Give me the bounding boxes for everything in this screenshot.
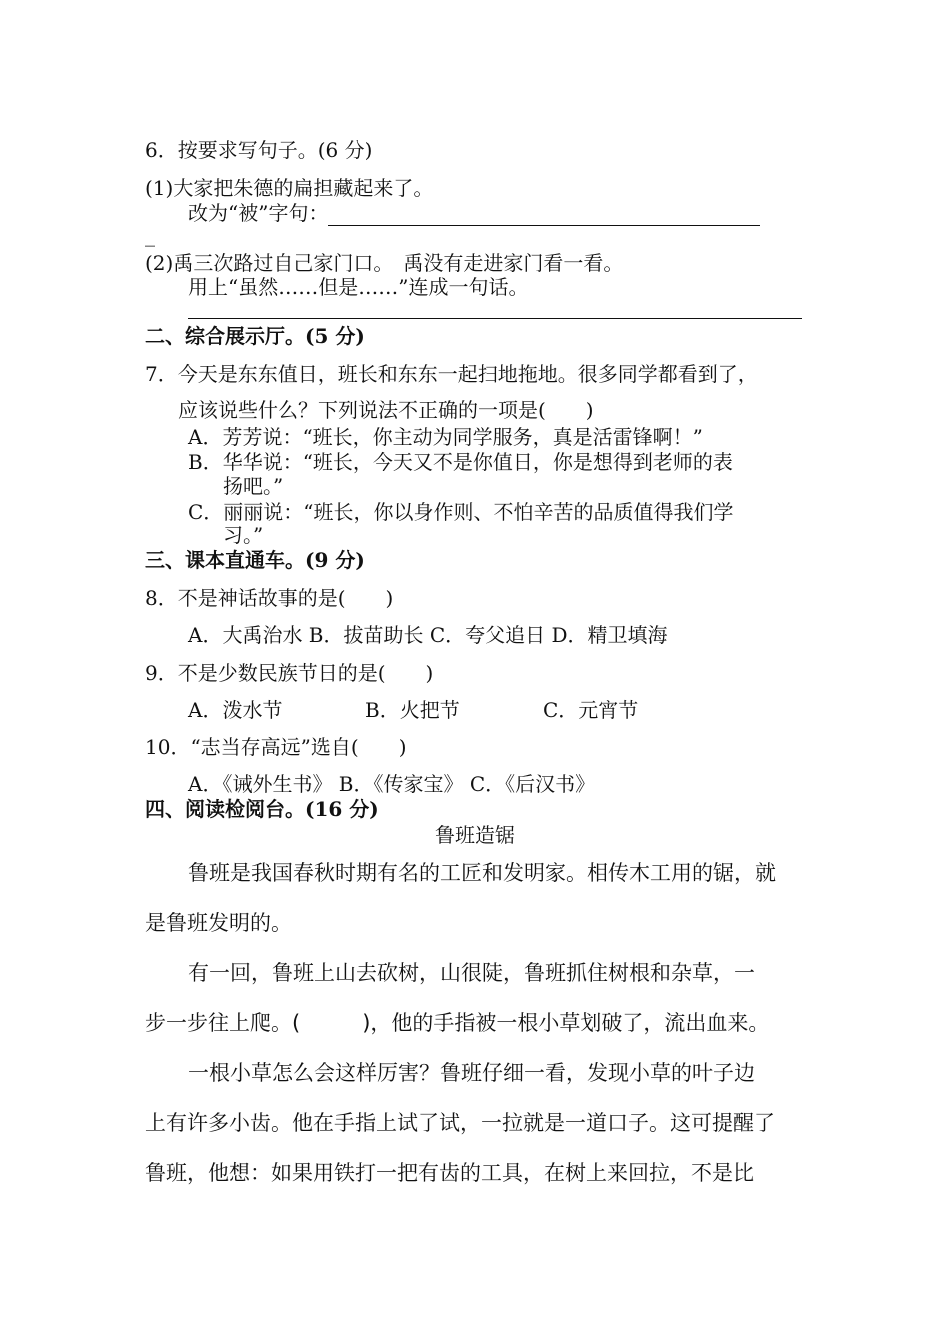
reading-p2-line2-a: 步一步往上爬。( (145, 1011, 301, 1035)
reading-p2-line2 (145, 1010, 769, 1036)
reading-p2-line2-b: )，他的手指被一根小草划破了，流出血来。 (362, 1011, 770, 1035)
q9-option-c: C．元宵节 (543, 698, 639, 722)
reading-p2-line1: 有一回，鲁班上山去砍树，山很陡，鲁班抓住树根和杂草，一 (188, 961, 755, 985)
reading-p1-line1: 鲁班是我国春秋时期有名的工匠和发明家。相传木工用的锯，就 (188, 861, 776, 885)
q6-title: 6．按要求写句子。(6 分) (145, 138, 373, 162)
q10-options: A．《诫外生书》 B．《传家宝》 C．《后汉书》 (188, 772, 596, 796)
reading-p3-line1: 一根小草怎么会这样厉害？鲁班仔细一看，发现小草的叶子边 (188, 1061, 755, 1085)
q6-sub2-prompt: 用上“虽然……但是……”连成一句话。 (188, 275, 529, 299)
q7-option-b-line1: B．华华说：“班长，今天又不是你值日，你是想得到老师的表 (188, 450, 733, 474)
reading-p3-line2: 上有许多小齿。他在手指上试了试，一拉就是一道口子。这可提醒了 (145, 1111, 775, 1135)
q7-option-b-line2: 扬吧。” (223, 474, 284, 498)
q7-option-a: A．芳芳说：“班长，你主动为同学服务，真是活雷锋啊！” (188, 425, 703, 449)
section4-title: 四、阅读检阅台。(16 分) (145, 797, 379, 821)
q6-sub2-sentence: (2)禹三次路过自己家门口。 禹没有走进家门看一看。 (145, 251, 624, 275)
q6-sub1-answer-blank[interactable] (328, 205, 760, 226)
q8-stem: 8．不是神话故事的是( ) (145, 586, 394, 610)
q6-sub1-prompt-line (188, 200, 760, 226)
section3-title: 三、课本直通车。(9 分) (145, 548, 365, 572)
q6-sub1-tail: _ (145, 223, 155, 247)
q6-sub1-prompt: 改为“被”字句： (188, 201, 329, 225)
section2-title: 二、综合展示厅。(5 分) (145, 324, 365, 348)
q7-option-c-line1: C．丽丽说：“班长，你以身作则、不怕辛苦的品质值得我们学 (188, 500, 734, 524)
q7-stem-line1: 7．今天是东东值日，班长和东东一起扫地拖地。很多同学都看到了， (145, 362, 758, 386)
q9-option-b: B．火把节 (365, 698, 460, 722)
q9-option-a: A．泼水节 (188, 698, 283, 722)
q10-stem: 10．“志当存高远”选自( ) (145, 735, 407, 759)
q7-stem-line2: 应该说些什么？下列说法不正确的一项是( ) (178, 398, 594, 422)
reading-p3-line3: 鲁班，他想：如果用铁打一把有齿的工具，在树上来回拉，不是比 (145, 1161, 754, 1185)
reading-p1-line2: 是鲁班发明的。 (145, 911, 292, 935)
q6-sub2-answer-blank[interactable] (188, 318, 802, 319)
q8-options: A．大禹治水 B．拔苗助长 C．夸父追日 D．精卫填海 (188, 623, 668, 647)
q7-option-c-line2: 习。” (223, 523, 264, 547)
q9-stem: 9．不是少数民族节日的是( ) (145, 661, 434, 685)
q6-sub1-sentence: (1)大家把朱德的扁担藏起来了。 (145, 176, 434, 200)
reading-title: 鲁班造锯 (435, 823, 515, 847)
